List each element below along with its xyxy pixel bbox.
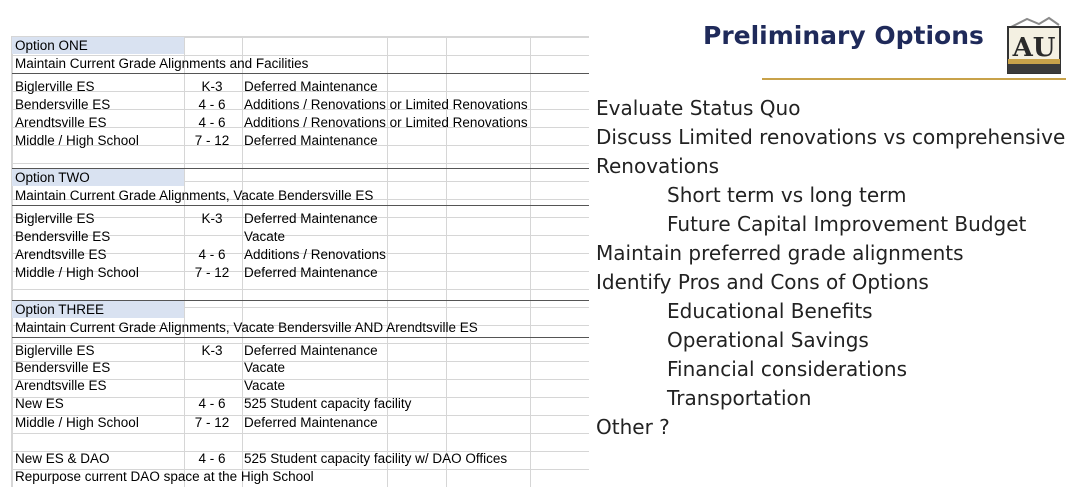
grade-range: K-3 — [201, 79, 223, 94]
grade-range: 4 - 6 — [198, 97, 226, 112]
agenda-subitem: Financial considerations — [667, 357, 908, 381]
facility-plan: Deferred Maintenance — [244, 79, 378, 94]
school-name: Bendersville ES — [15, 97, 111, 112]
facility-plan: Deferred Maintenance — [244, 133, 378, 148]
school-name: Arendtsville ES — [15, 247, 107, 262]
school-name: Arendtsville ES — [15, 378, 107, 393]
section-divider — [12, 337, 589, 338]
grade-range — [182, 377, 242, 395]
facility-plan: 525 Student capacity facility — [244, 396, 412, 411]
facility-plan: Deferred Maintenance — [244, 415, 378, 430]
facility-plan: Deferred Maintenance — [244, 265, 378, 280]
grade-range: 7 - 12 — [194, 133, 230, 148]
section-divider — [12, 73, 589, 74]
option-one-subtitle: Maintain Current Grade Alignments and Facilities — [15, 56, 309, 71]
agenda-item: Renovations — [596, 154, 720, 178]
section-divider — [12, 205, 589, 206]
school-name: Bendersville ES — [15, 229, 111, 244]
option-two-heading: Option TWO — [15, 170, 90, 185]
facility-plan: Additions / Renovations or Limited Renovations — [244, 97, 528, 112]
agenda-item: Evaluate Status Quo — [596, 96, 801, 120]
school-name: Arendtsville ES — [15, 115, 107, 130]
facility-plan: Deferred Maintenance — [244, 211, 378, 226]
facility-plan: Vacate — [244, 378, 286, 393]
agenda-subitem: Short term vs long term — [667, 183, 907, 207]
school-name: Biglerville ES — [15, 211, 95, 226]
option-three-subtitle: Maintain Current Grade Alignments, Vacate Bendersville AND Arendtsville ES — [15, 320, 478, 335]
option-two-subtitle: Maintain Current Grade Alignments, Vacate Bendersville ES — [15, 188, 374, 203]
title-underline — [762, 78, 1066, 80]
facility-plan: Deferred Maintenance — [244, 343, 378, 358]
logo-letters: AU — [1012, 33, 1056, 63]
school-name: New ES — [15, 396, 64, 411]
grade-range: 7 - 12 — [194, 265, 230, 280]
facility-plan: 525 Student capacity facility w/ DAO Offices — [244, 451, 508, 466]
school-name: Middle / High School — [15, 133, 139, 148]
school-name: Middle / High School — [15, 415, 139, 430]
agenda-subitem: Future Capital Improvement Budget — [667, 212, 1027, 236]
grade-range: 7 - 12 — [194, 415, 230, 430]
school-name: New ES & DAO — [15, 451, 110, 466]
facility-plan: Additions / Renovations or Limited Renovations — [244, 115, 528, 130]
agenda-item: Identify Pros and Cons of Options — [596, 270, 929, 294]
agenda-list — [596, 94, 1076, 442]
grade-range: 4 - 6 — [198, 451, 226, 466]
grid-line — [242, 37, 243, 487]
school-name: Bendersville ES — [15, 360, 111, 375]
facility-plan: Additions / Renovations — [244, 247, 386, 262]
agenda-subitem: Transportation — [667, 386, 812, 410]
agenda-subitem: Educational Benefits — [667, 299, 873, 323]
repurpose-note: Repurpose current DAO space at the High School — [15, 469, 314, 484]
option-three-heading: Option THREE — [15, 302, 105, 317]
grade-range: 4 - 6 — [198, 396, 226, 411]
slide-title: Preliminary Options — [703, 21, 984, 50]
grade-range: K-3 — [201, 343, 223, 358]
grade-range — [182, 359, 242, 377]
district-logo-icon — [1005, 15, 1063, 75]
agenda-item: Maintain preferred grade alignments — [596, 241, 964, 265]
grade-range: 4 - 6 — [198, 115, 226, 130]
option-one-heading: Option ONE — [15, 38, 88, 53]
grid-line — [530, 37, 531, 487]
grade-range: K-3 — [201, 211, 223, 226]
grade-range — [182, 228, 242, 246]
school-name: Biglerville ES — [15, 343, 95, 358]
agenda-item: Other ? — [596, 415, 670, 439]
facility-plan: Vacate — [244, 360, 286, 375]
options-spreadsheet — [11, 36, 589, 487]
agenda-subitem: Operational Savings — [667, 328, 869, 352]
school-name: Middle / High School — [15, 265, 139, 280]
agenda-item: Discuss Limited renovations vs comprehensive — [596, 125, 1066, 149]
grade-range: 4 - 6 — [198, 247, 226, 262]
facility-plan: Vacate — [244, 229, 286, 244]
school-name: Biglerville ES — [15, 79, 95, 94]
